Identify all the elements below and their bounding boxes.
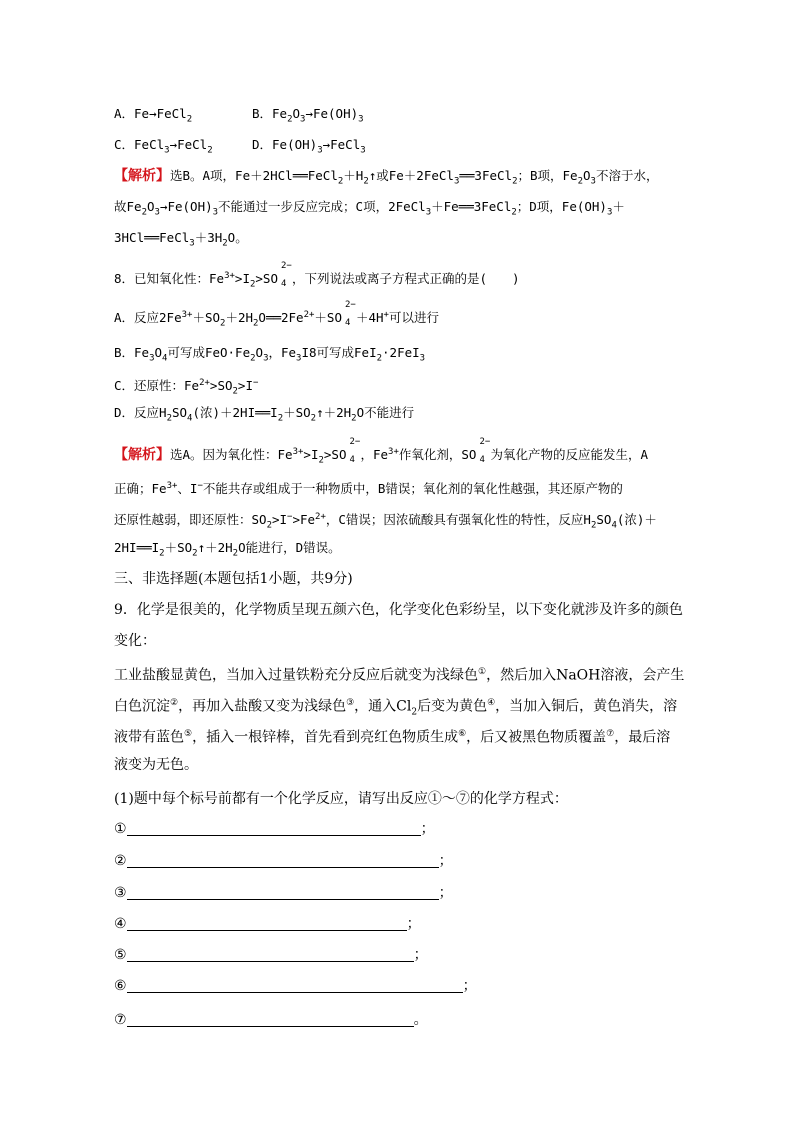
question9-line2: 变化： bbox=[114, 633, 156, 649]
analysis-tag: 【解析】 bbox=[114, 168, 170, 184]
option-d: D．$Fe(OH)_3\to FeCl_3$ bbox=[252, 137, 366, 156]
answer-blank-3[interactable]: ③ ； bbox=[114, 885, 453, 901]
solution7-line2: 故$Fe_2O_3\to Fe(OH)_3$不能通过一步反应完成；C项，2FeCl$_3$＋Fe══3FeCl$_2$；D项，$Fe(OH)_3+$ bbox=[114, 199, 625, 218]
solution8-line4: $2HI══I_2+SO_2↑+2H_2O$能进行，D错误。 bbox=[114, 540, 341, 559]
option-row-cd bbox=[114, 135, 366, 161]
option-row-ab bbox=[114, 104, 364, 130]
answer-blank-6[interactable]: ⑥ ； bbox=[114, 978, 477, 994]
question9-line5: 液带有蓝色⑤，插入一根锌棒，首先看到亮红色物质生成⑥，后又被黑色物质覆盖⑦，最后溶 bbox=[114, 729, 671, 746]
answer-blank-1[interactable]: ① ； bbox=[114, 821, 435, 837]
solution7-line3: $3HCl══FeCl_3+3H_2O$。 bbox=[114, 230, 248, 249]
option-c: C．FeCl$_3$→FeCl$_2$ bbox=[114, 137, 213, 156]
answer-blank-7[interactable]: ⑦ 。 bbox=[114, 1012, 428, 1028]
question9-line3: 工业盐酸显黄色，当加入过量铁粉充分反应后就变为浅绿色①，然后加入NaOH溶液，会产生 bbox=[114, 667, 685, 684]
answer-blank-5[interactable]: ⑤ ； bbox=[114, 947, 428, 963]
option-a: A．Fe→FeCl$_2$ bbox=[114, 106, 193, 125]
answer-blank-2[interactable]: ② ； bbox=[114, 853, 453, 869]
solution8-line3: 还原性越弱，即还原性：$SO_2>I^->Fe^{2+}$，C错误；因浓硫酸具有强氧化性的特性，反应$H_2SO_4$(浓)＋ bbox=[114, 512, 657, 531]
question8-option-a: A．反应$2Fe^{3+}+SO_2+2H_2O══2Fe^{2+}+SO$ 2− 4 ＋4H+可以进行 bbox=[114, 300, 439, 329]
question9-subquestion: (1)题中每个标号前都有一个化学反应，请写出反应①～⑦的化学方程式： bbox=[114, 791, 568, 807]
question8-option-c: C．还原性：$Fe^{2+}>SO_2>I^-$ bbox=[114, 378, 259, 397]
question9-line4: 白色沉淀②，再加入盐酸又变为浅绿色③，通入$Cl_2$后变为黄色④，当加入铜后，黄色消失，溶 bbox=[114, 698, 678, 718]
answer-blank-4[interactable]: ④ ； bbox=[114, 916, 421, 932]
solution7-line1: 【解析】选B。A项，$Fe+2HCl══FeCl_2+H_2↑$或Fe＋2FeCl$_3$══3FeCl$_2$；B项，$Fe_2O_3$不溶于水， bbox=[114, 168, 659, 187]
solution8-line1: 【解析】选A。因为氧化性：$Fe^{3+}>I_2>SO$ 2− 4 ，$Fe^{3+}$作氧化剂，SO 2− 4 为氧化产物的反应能发生，A bbox=[114, 437, 648, 466]
option-b: B．$Fe_2O_3\to Fe(OH)_3$ bbox=[252, 106, 364, 125]
question9-line1: 9．化学是很美的，化学物质呈现五颜六色，化学变化色彩纷呈，以下变化就涉及许多的颜色 bbox=[114, 602, 683, 618]
question8-stem: 8．已知氧化性：$Fe^{3+}>I_2>SO$ 2− 4 ，下列说法或离子方程式正确的是( ) bbox=[114, 261, 520, 290]
question9-line6: 液变为无色。 bbox=[114, 757, 198, 773]
question8-option-b: B．$Fe_3O_4$可写成$FeO\cdot Fe_2O_3$，$Fe_3I8$可写成FeI$_2$·2FeI$_3$ bbox=[114, 345, 426, 364]
solution8-line2: 正确；$Fe^{3+}$、I−不能共存或组成于一种物质中，B错误；氧化剂的氧化性越强，其还原产物的 bbox=[114, 481, 623, 497]
section-heading: 三、非选择题(本题包括1小题，共9分) bbox=[114, 571, 353, 587]
question8-option-d: D．反应$H_2SO_4$(浓)$+2HI══I_2+SO_2↑+2H_2O$不能进行 bbox=[114, 405, 415, 424]
